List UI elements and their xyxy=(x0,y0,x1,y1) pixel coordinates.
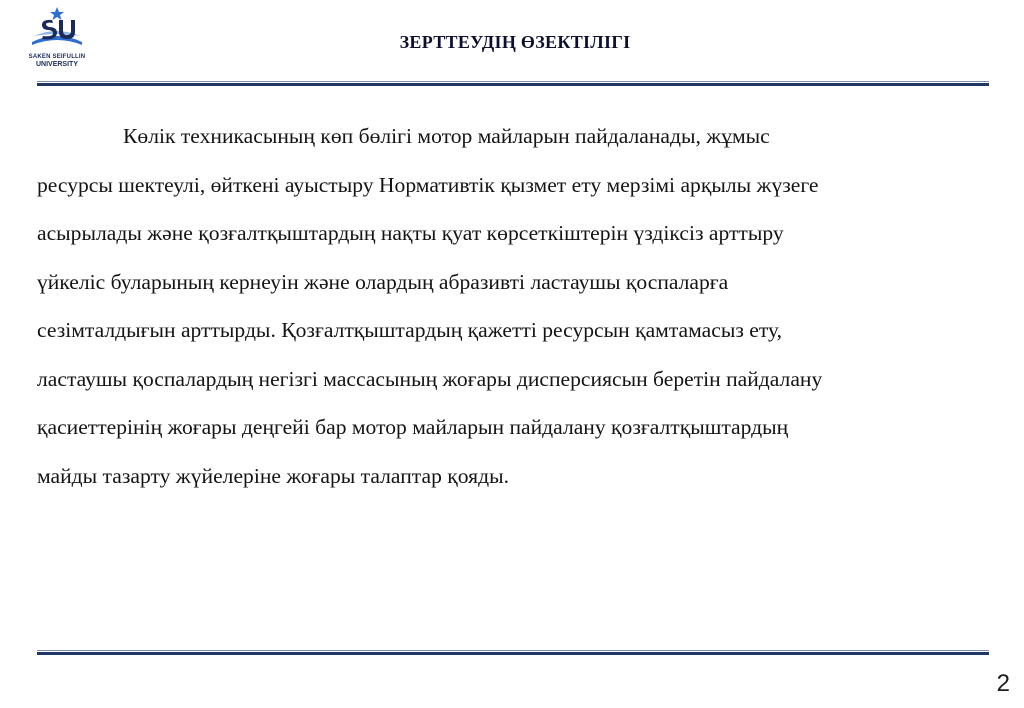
body-paragraph xyxy=(37,112,989,500)
logo-name-line2: UNIVERSITY xyxy=(35,61,78,68)
logo-name-line1: SAKEN SEIFULLIN xyxy=(28,54,86,60)
paragraph-line: қасиеттерінің жоғары деңгейі бар мотор майларын пайдалану қозғалтқыштардың xyxy=(37,415,789,439)
logo-text xyxy=(22,53,92,69)
paragraph-line: ресурсы шектеулі, өйткені ауыстыру Нормативтік қызмет ету мерзімі арқылы жүзеге xyxy=(37,172,819,197)
paragraph-line: сезімталдығын арттырды. Қозғалтқыштардың қажетті ресурсын қамтамасыз ету, xyxy=(37,318,783,342)
university-logo-icon xyxy=(30,6,84,52)
paragraph-line: асырылады және қозғалтқыштардың нақты қуат көрсеткіштерін үздіксіз арттыру xyxy=(37,221,784,245)
footer-divider xyxy=(37,650,989,655)
header-divider xyxy=(37,81,989,86)
slide-title: ЗЕРТТЕУДІҢ ӨЗЕКТІЛІГІ xyxy=(399,32,631,52)
paragraph-line: Көлік техникасының көп бөлігі мотор майларын пайдаланады, жұмыс xyxy=(123,124,770,148)
university-logo xyxy=(22,6,92,70)
page-number: 2 xyxy=(996,670,1010,697)
paragraph-line: майды тазарту жүйелеріне жоғары талаптар қояды. xyxy=(37,463,509,488)
paragraph-line: үйкеліс буларының кернеуін және олардың абразивті ластаушы қоспаларға xyxy=(37,269,729,294)
paragraph-line: ластаушы қоспалардың негізгі массасының жоғары дисперсиясын беретін пайдалану xyxy=(37,366,823,391)
